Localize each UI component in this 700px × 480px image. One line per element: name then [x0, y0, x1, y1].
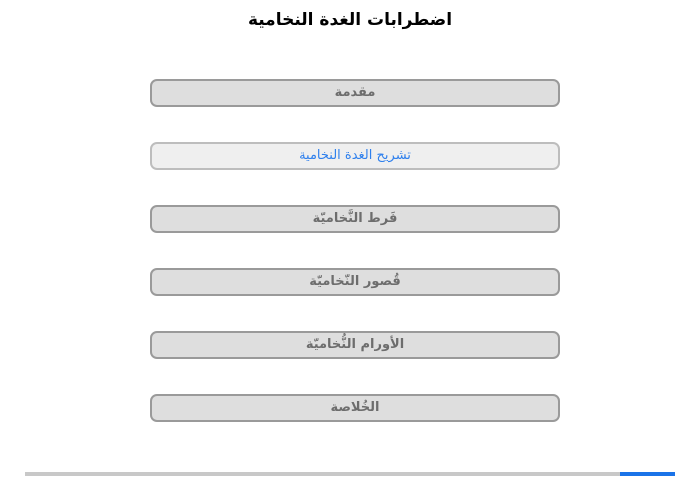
- menu-button-anatomy[interactable]: تشريح الغدة النخامية: [150, 142, 560, 170]
- lesson-menu: [150, 79, 560, 457]
- progress-bar: [25, 472, 675, 476]
- menu-button-summary[interactable]: الخُلاصة: [150, 394, 560, 422]
- menu-button-introduction[interactable]: مقدمة: [150, 79, 560, 107]
- menu-button-pituitary-tumors[interactable]: الأورام النُّخاميّة: [150, 331, 560, 359]
- page-title: اضطرابات الغدة النخامية: [247, 10, 453, 30]
- progress-bar-fill: [620, 472, 675, 476]
- menu-button-hypopituitarism[interactable]: قُصور النّخاميّة: [150, 268, 560, 296]
- menu-button-hyperpituitarism[interactable]: فَرط النَّخاميّة: [150, 205, 560, 233]
